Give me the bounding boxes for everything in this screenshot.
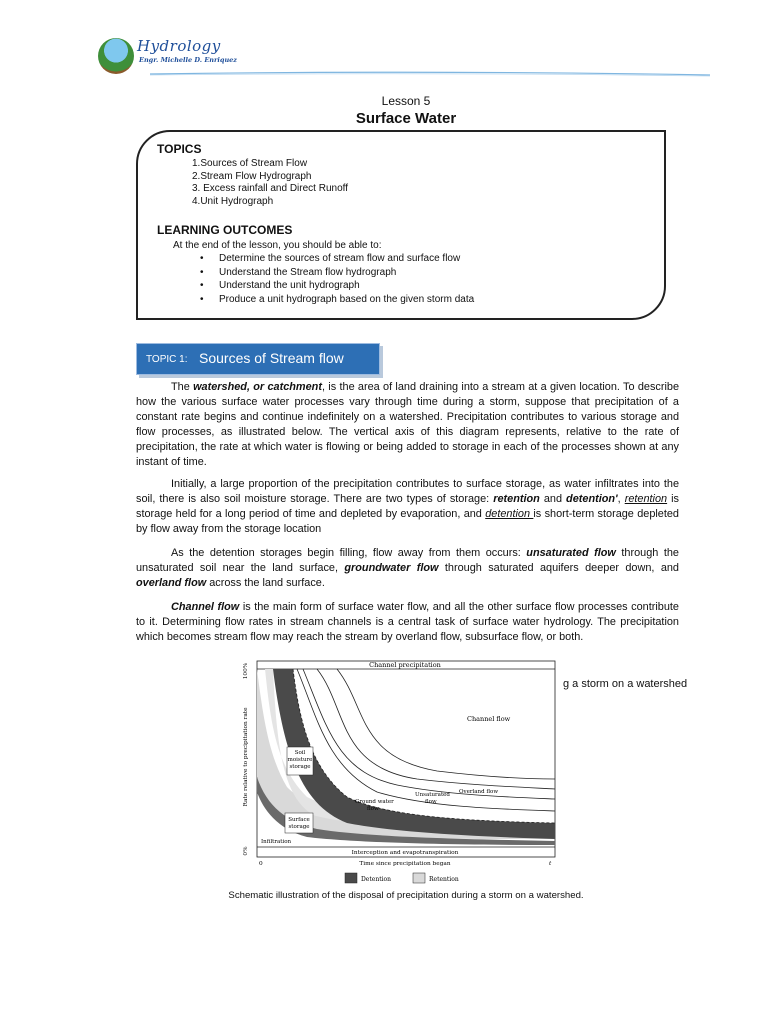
- list-item: 3. Excess rainfall and Direct Runoff: [192, 183, 349, 194]
- label-soil-moisture-3: storage: [289, 764, 311, 770]
- list-item: 4.Unit Hydrograph: [192, 195, 274, 207]
- hydrology-logo: [98, 38, 134, 74]
- figure-side-text: g a storm on a watershed: [563, 678, 688, 690]
- label-ground-water-2: flow: [367, 806, 379, 812]
- label-channel-precipitation: Channel precipitation: [369, 661, 441, 669]
- lesson-number: Lesson 5: [381, 94, 431, 108]
- term-unsaturated-flow: unsaturated flow: [526, 547, 616, 559]
- y-axis-max: 100%: [243, 662, 249, 680]
- paragraph-flows: As the detention storages begin filling, flow away from them occurs: unsaturated flow through the unsaturated soil near the land surface, groundwater flow through saturated aquifers deeper down, and overland flow across the land surface.: [136, 547, 679, 589]
- term-overland-flow: overland flow: [136, 577, 207, 589]
- y-axis-label: Rate relative to precipitation rate: [243, 707, 249, 807]
- x-axis-end: t: [549, 861, 552, 867]
- topic-banner: [136, 343, 380, 375]
- topic-title: Sources of Stream flow: [199, 350, 344, 366]
- list-item: • Understand the unit hydrograph: [200, 279, 474, 293]
- label-channel-flow: Channel flow: [467, 715, 511, 723]
- term-channel-flow: Channel flow: [171, 601, 240, 613]
- outcomes-heading: LEARNING OUTCOMES: [157, 223, 293, 237]
- label-infiltration: Infiltration: [261, 839, 292, 845]
- label-ground-water-1: Ground water: [355, 799, 394, 805]
- list-item: • Produce a unit hydrograph based on the given storm data: [200, 293, 474, 307]
- topics-list: [192, 158, 348, 208]
- label-surface-storage-1: Surface: [288, 817, 310, 823]
- author-name: Engr. Michelle D. Enriquez: [139, 56, 238, 64]
- label-soil-moisture-2: moisture: [287, 757, 313, 763]
- label-surface-storage-2: storage: [288, 824, 310, 830]
- figure-caption: Schematic illustration of the disposal of precipitation during a storm on a watershed.: [228, 890, 584, 901]
- lesson-title: Surface Water: [355, 110, 457, 127]
- y-axis-min: 0%: [243, 846, 249, 856]
- term-detention: detention': [566, 493, 618, 505]
- label-interception: Interception and evapotranspiration: [351, 850, 459, 856]
- x-axis-label: Time since precipitation began: [359, 861, 451, 867]
- topics-heading: TOPICS: [157, 142, 202, 156]
- label-unsaturated-1: Unsaturated: [415, 792, 450, 798]
- legend-retention: Retention: [429, 876, 459, 883]
- outcomes-list: [200, 252, 474, 306]
- term-groundwater-flow: groundwater flow: [344, 562, 439, 574]
- topic-number: TOPIC 1:: [146, 354, 188, 365]
- list-item: 1.Sources of Stream Flow: [192, 158, 308, 169]
- label-overland-flow: Overland flow: [459, 789, 499, 795]
- list-item: 2.Stream Flow Hydrograph: [192, 170, 312, 182]
- paragraph-storage: Initially, a large proportion of the precipitation contributes to surface storage, as water infiltrates into the soil, there is also soil moisture storage. There are two types of storage: retention and detention', retention is storage held for a long period of time and depleted by evaporation, and detention is short-term storage depleted by flow away from the storage location: [136, 478, 679, 535]
- list-item: • Understand the Stream flow hydrograph: [200, 266, 474, 280]
- paragraph-watershed: The watershed, or catchment, is the area of land draining into a stream at a given location. To describe how the various surface water processes vary through time during a storm, suppose that precipitation of a constant rate begins and continue indefinitely on a watershed. Precipitation contributes to various storage and flow processes, as illustrated below. The vertical axis of this diagram represents, relative to the rate of precipitation, the rate at which water is flowing or being added to storage in each of the processes shown at any instant of time.: [136, 381, 679, 468]
- list-item: • Determine the sources of stream flow and surface flow: [200, 252, 474, 266]
- legend-detention: Detention: [361, 876, 391, 883]
- term-retention: retention: [493, 493, 540, 505]
- header-divider: [150, 70, 710, 78]
- label-soil-moisture-1: Soil: [294, 750, 306, 756]
- brand-title: Hydrology: [137, 37, 221, 55]
- term-watershed: watershed, or catchment: [193, 381, 322, 393]
- outcomes-intro: At the end of the lesson, you should be able to:: [173, 240, 382, 251]
- precipitation-disposal-figure: [237, 657, 557, 887]
- paragraph-channel-flow: Channel flow is the main form of surface water flow, and all the other surface flow processes contribute to it. Determining flow rates in stream channels is a central task of surface water hydrology. The precipitation which becomes stream flow may reach the stream by overland flow, subsurface flow, or both.: [136, 601, 679, 643]
- label-unsaturated-2: flow: [425, 799, 437, 805]
- x-axis-start: 0: [259, 861, 263, 867]
